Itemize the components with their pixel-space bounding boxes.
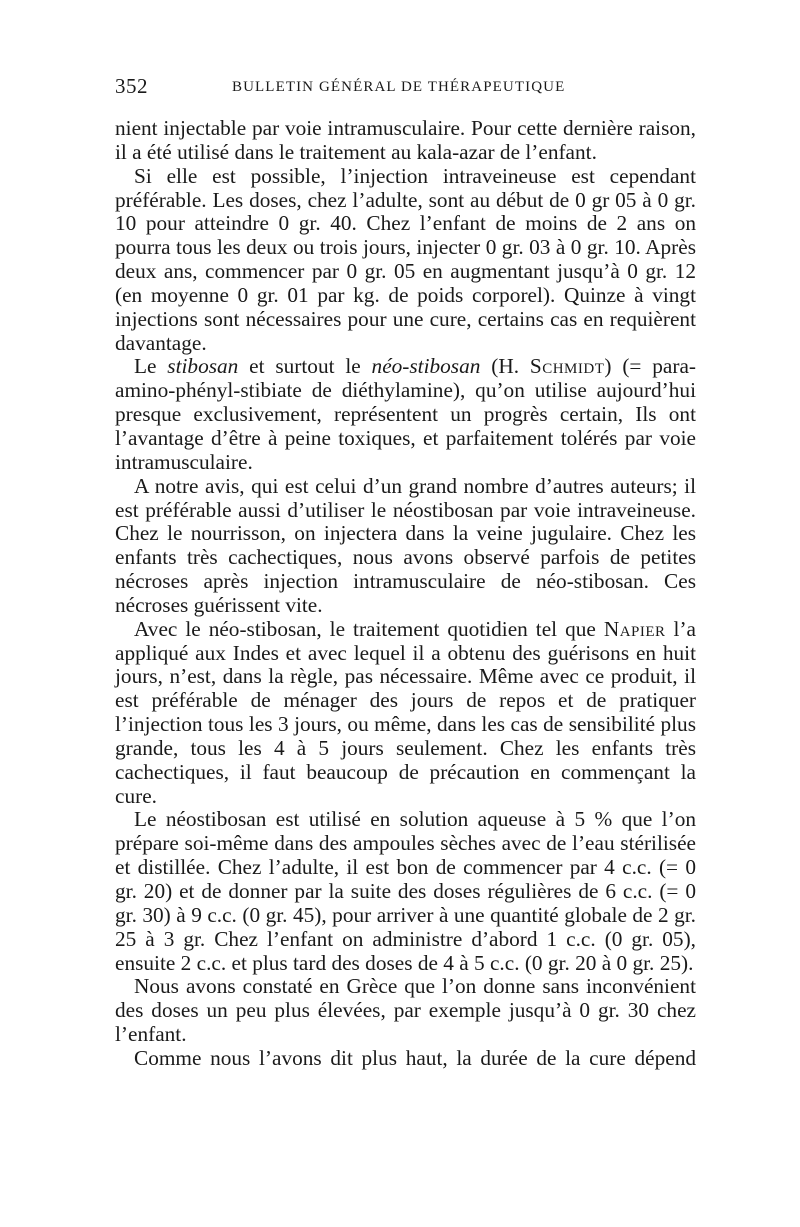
paragraph-1: nient injectable par voie intramusculaire. Pour cette dernière raison, il a été utilisé dans le traitement au kala-azar de l’enfant. xyxy=(115,116,696,164)
page-number: 352 xyxy=(115,74,148,98)
paragraph-2: Si elle est possible, l’injection intraveineuse est cependant préférable. Les doses, chez l’adulte, sont au début de 0 gr 05 à 0 gr. 10 pour atteindre 0 gr. 40. Chez l’enfant de moins de 2 ans on pourra tous les deux ou trois jours, injecter 0 gr. 03 à 0 gr. 10. Après deux ans, commencer par 0 gr. 05 en augmentant jusqu’à 0 gr. 12 (en moyenne 0 gr. 01 par kg. de poids corporel). Quinze à vingt injections sont nécessaires pour une cure, certains cas en requièrent davantage. xyxy=(115,163,696,355)
author-napier: Napier xyxy=(603,616,666,641)
paragraph-3 xyxy=(115,355,696,474)
paragraph-3-text-d: ) (= para-amino-phényl-stibiate de diéthylamine), qu’on utilise aujourd’hui presque exclusivement, représentent un progrès certain, Ils ont l’avantage d’être à peine toxiques, et parfaitement tolérés par voie intramusculaire. xyxy=(115,354,696,474)
paragraph-4: A notre avis, qui est celui d’un grand nombre d’autres auteurs; il est préférable aussi d’utiliser le néostibosan par voie intraveineuse. Chez le nourrisson, on injectera dans la veine jugulaire. Chez les enfants très cachectiques, nous avons observé parfois de petites nécroses après injection intramusculaire de néo-stibosan. Ces nécroses guérissent vite. xyxy=(115,473,696,617)
paragraph-5-text-a: Avec le néo-stibosan, le traitement quotidien tel que xyxy=(134,616,604,641)
paragraph-5-text-b: l’a appliqué aux Indes et avec lequel il a obtenu des guérisons en huit jours, n’est, dans la règle, pas nécessaire. Même avec ce produit, il est préférable de ménager des jours de repos et de pratiquer l’injection tous les 3 jours, ou même, dans les cas de sensibilité plus grande, tous les 4 à 5 jours seulement. Chez les enfants très cachectiques, il faut beaucoup de précaution en commençant la cure. xyxy=(115,616,696,808)
body-text xyxy=(115,117,696,1071)
paragraph-3-text-a: Le xyxy=(134,354,168,379)
paragraph-5 xyxy=(115,618,696,809)
paragraph-6: Le néostibosan est utilisé en solution aqueuse à 5 % que l’on prépare soi-même dans des ampoules sèches avec de l’eau stérilisée et distillée. Chez l’adulte, il est bon de commencer par 4 c.c. (= 0 gr. 20) et de donner par la suite des doses régulières de 6 c.c. (= 0 gr. 30) à 9 c.c. (0 gr. 45), pour arriver à une quantité globale de 2 gr. 25 à 3 gr. Chez l’enfant on administre d’abord 1 c.c. (0 gr. 05), ensuite 2 c.c. et plus tard des doses de 4 à 5 c.c. (0 gr. 20 à 0 gr. 25). xyxy=(115,807,696,975)
paragraph-3-text-c: (H. xyxy=(480,354,530,379)
paragraph-7: Nous avons constaté en Grèce que l’on donne sans inconvénient des doses un peu plus élevées, par exemple jusqu’à 0 gr. 30 chez l’enfant. xyxy=(115,974,696,1047)
neo-stibosan-term: néo-stibosan xyxy=(371,354,481,379)
stibosan-term: stibosan xyxy=(167,354,239,379)
page-header xyxy=(115,74,695,104)
paragraph-3-text-b: et surtout le xyxy=(238,354,372,379)
running-title: BULLETIN GÉNÉRAL DE THÉRAPEUTIQUE xyxy=(232,79,566,95)
author-schmidt: Schmidt xyxy=(529,354,605,379)
paragraph-8: Comme nous l’avons dit plus haut, la durée de la cure dépend xyxy=(134,1045,696,1070)
